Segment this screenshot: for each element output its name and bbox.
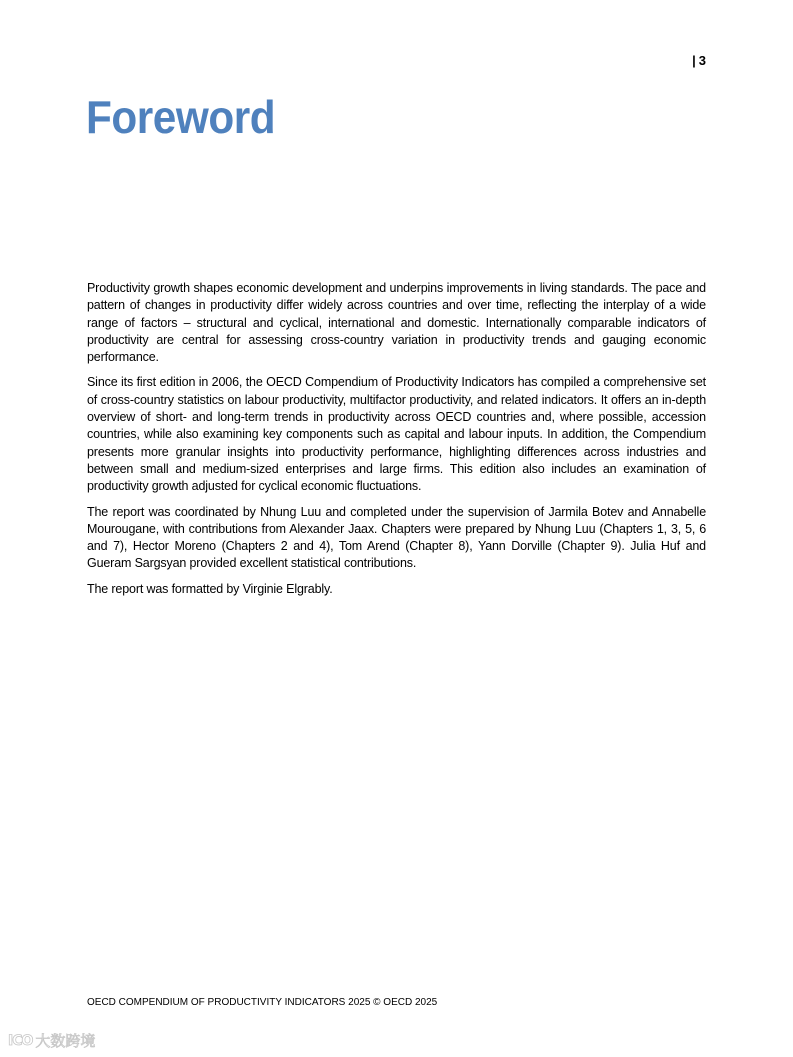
watermark-logo-icon: ICO (8, 1032, 33, 1049)
watermark (8, 1030, 95, 1051)
paragraph-intro: Productivity growth shapes economic development and underpins improvements in living standards. The pace and pattern of changes in productivity differ widely across countries and over time, reflecting the interplay of a wide range of factors – structural and cyclical, international and domestic. Internationally comparable indicators of productivity are central for assessing cross-country variation in productivity trends and gauging economic performance. (87, 281, 706, 365)
page-number-separator: | (692, 53, 696, 68)
page-footer: OECD COMPENDIUM OF PRODUCTIVITY INDICATORS 2025 © OECD 2025 (87, 997, 438, 1008)
page-title: Foreword (86, 91, 276, 143)
page-number (692, 53, 706, 69)
page-number-value: 3 (698, 53, 706, 68)
paragraph-authors: The report was coordinated by Nhung Luu and completed under the supervision of Jarmila Botev and Annabelle Mourougane, with contributions from Alexander Jaax. Chapters were prepared by Nhung Luu (Chapters 1, 3, 5, 6 and 7), Hector Moreno (Chapters 2 and 4), Tom Arend (Chapter 8), Yann Dorville (Chapter 9). Julia Huf and Gueram Sargsyan provided excellent statistical contributions. (87, 504, 706, 571)
foreword-body (87, 280, 706, 606)
paragraph-formatting: The report was formatted by Virginie Elgrably. (87, 581, 333, 596)
paragraph-history: Since its first edition in 2006, the OECD Compendium of Productivity Indicators has compiled a comprehensive set of cross-country statistics on labour productivity, multifactor productivity, and related indicators. It offers an in-depth overview of short- and long-term trends in productivity across OECD countries and, where possible, accession countries, while also examining key components such as capital and labour inputs. In addition, the Compendium presents more granular insights into productivity performance, highlighting differences across industries and between small and medium-sized enterprises and large firms. This edition also includes an examination of productivity growth adjusted for cyclical economic fluctuations. (87, 375, 706, 494)
watermark-text: 大数跨境 (35, 1032, 96, 1050)
